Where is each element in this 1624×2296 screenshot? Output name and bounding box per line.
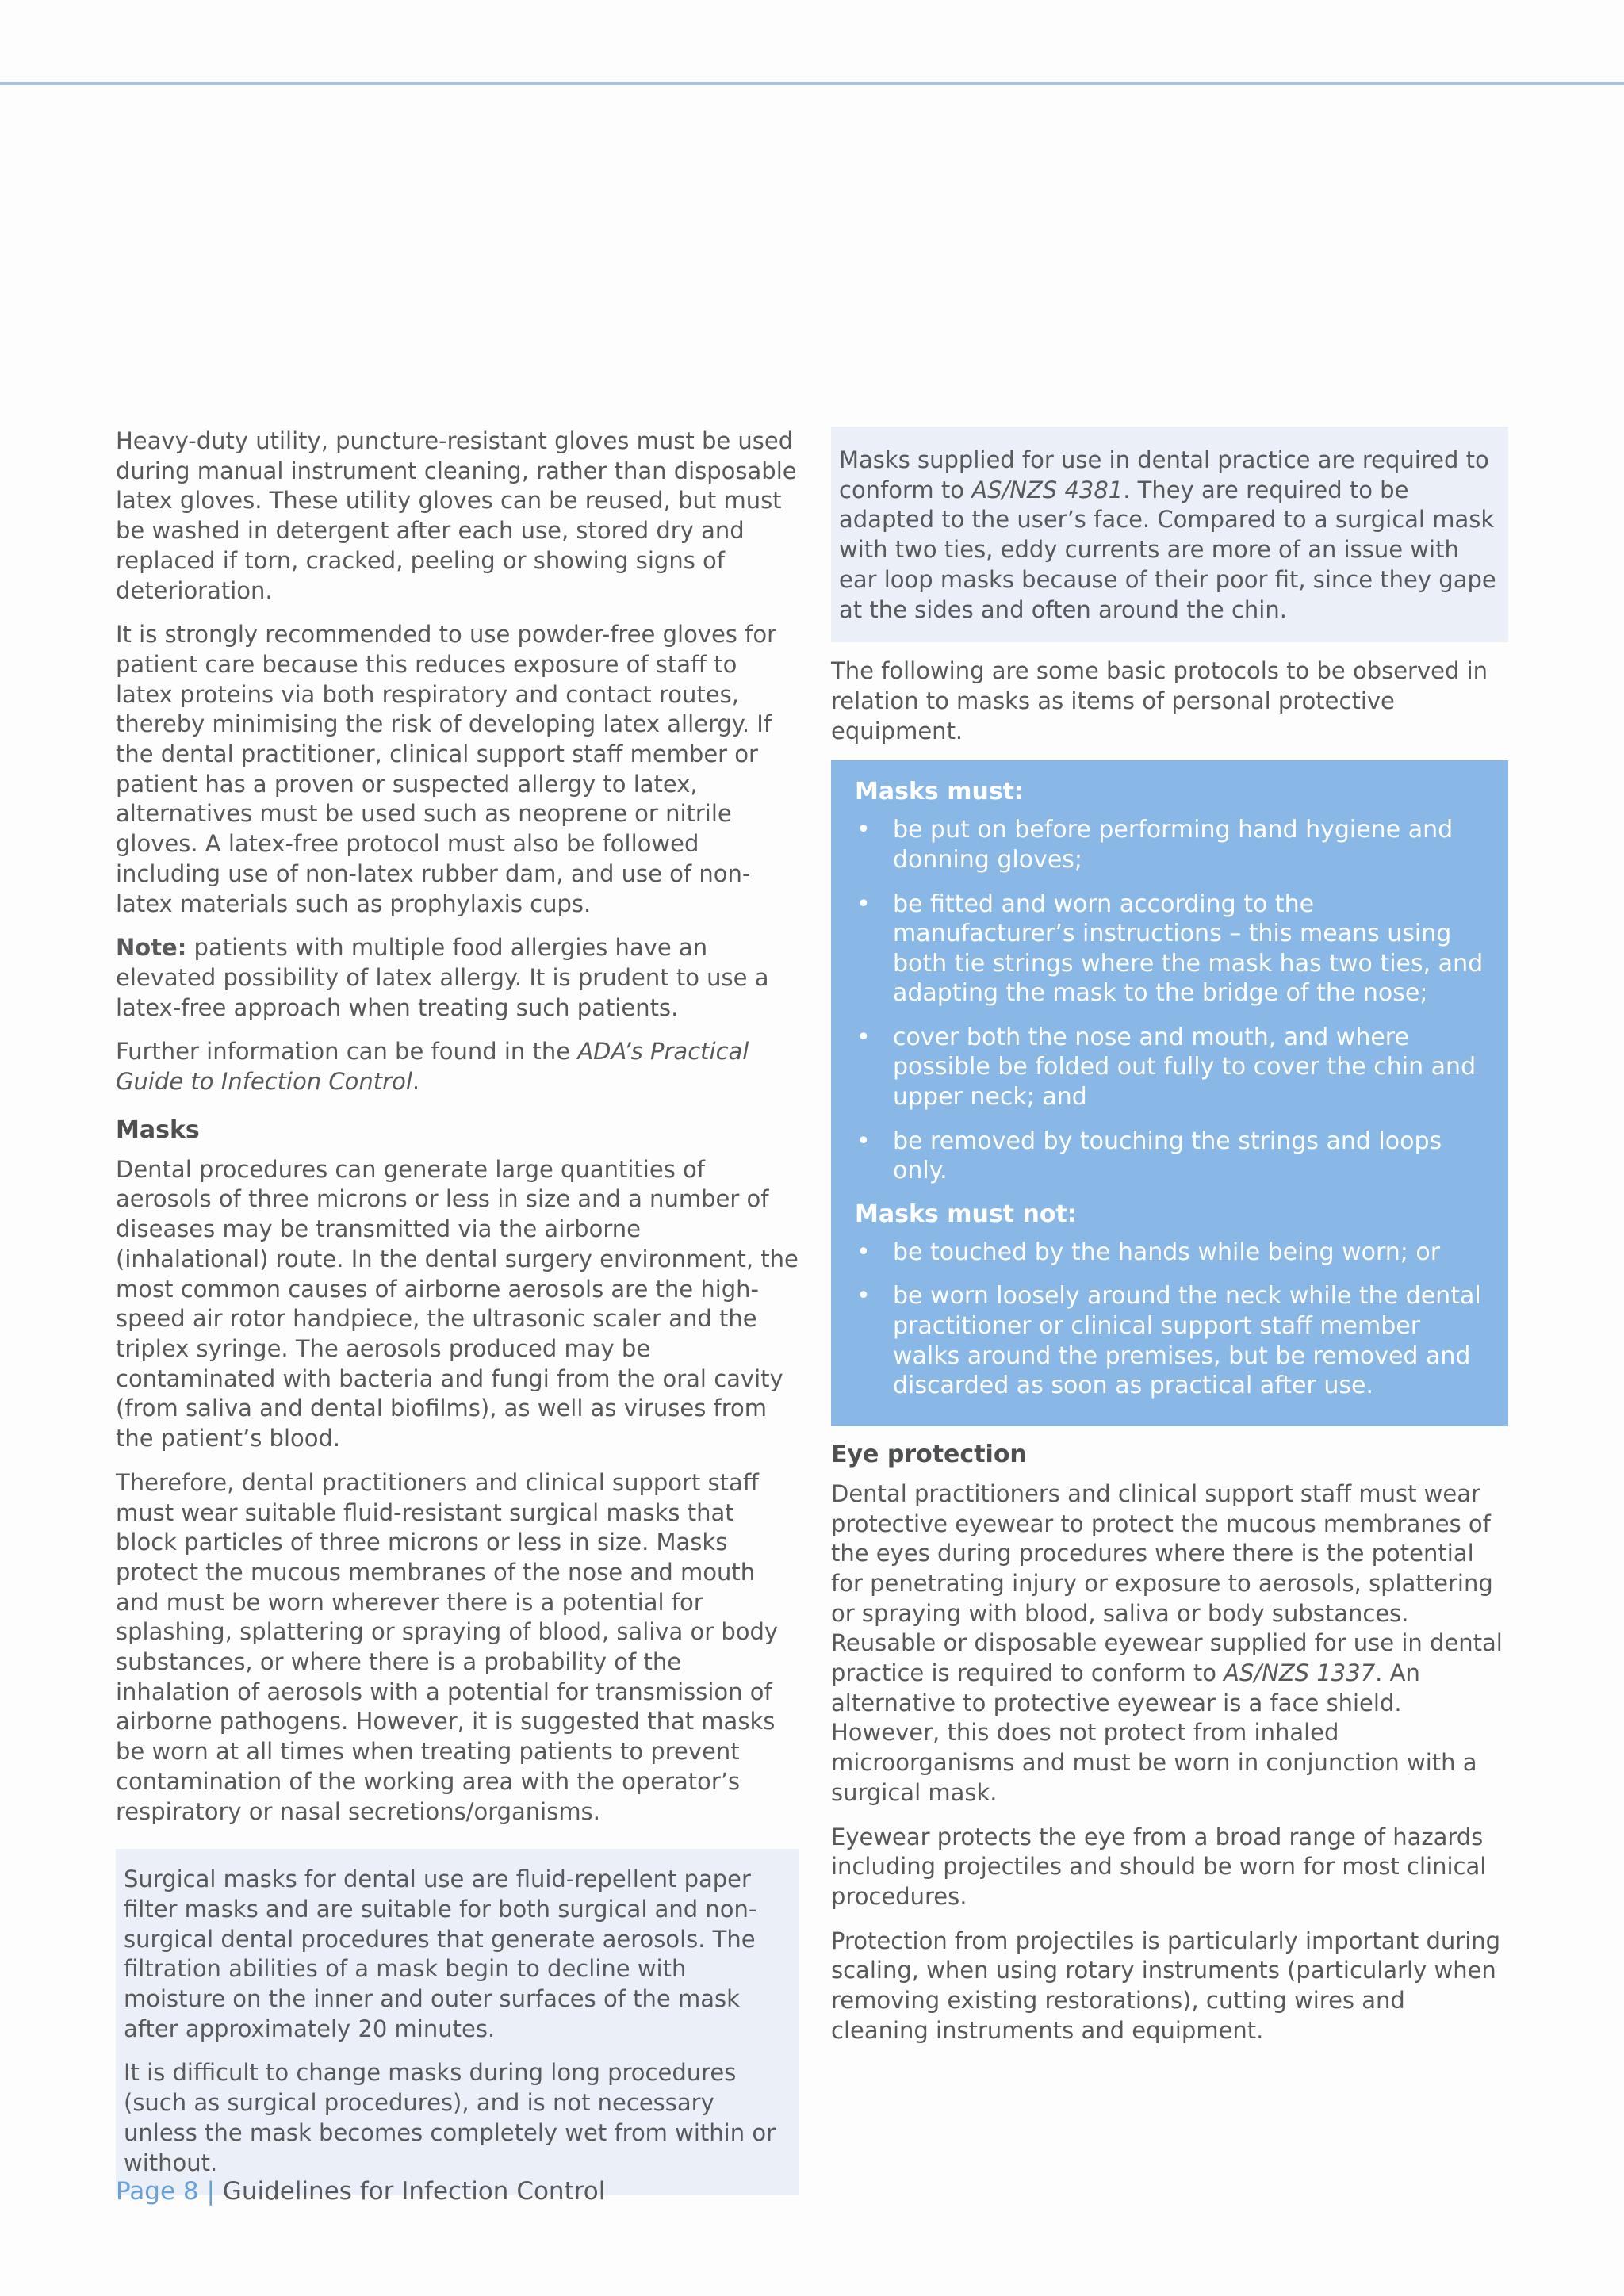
eyewear-standard-code: AS/NZS 1337	[1224, 1659, 1376, 1687]
list-item-text: be worn loosely around the neck while the dental practitioner or clinical support staff member walks around the premises, but be removed and discarded as soon as practical after use.	[893, 1282, 1481, 1400]
bullet-icon: •	[856, 1238, 871, 1266]
surgical-masks-box-paragraph-1: Surgical masks for dental use are fluid-repellent paper filter masks and are suitable for both surgical and non-surgical dental procedures that generate aerosols. The filtration abilities of a mask begin to decline with moisture on the inner and outer surfaces of the mask after approximately 20 minutes.	[124, 1866, 757, 2042]
list-item	[855, 815, 1484, 874]
paragraph-mask-requirement: Therefore, dental practitioners and clinical support staff must wear suitable fluid-resistant surgical masks that block particles of three microns or less in size. Masks protect the mucous membranes of the nose and mouth and must be worn wherever there is a potential for splashing, splattering or spraying of blood, saliva or body substances, or where there is a probability of the inhalation of aerosols with a potential for transmission of airborne pathogens. However, it is suggested that masks be worn at all times when treating patients to prevent contamination of the working area with the operator’s respiratory or nasal secretions/organisms.	[116, 1468, 779, 1825]
mask-standard-suffix: . They are required to be adapted to the user’s face. Compared to a surgical mask with two ties, eddy currents are more of an issue with ear loop masks because of their poor fit, since they gape at the sides and often around the chin.	[839, 476, 1496, 623]
note-label: Note:	[116, 934, 187, 962]
list-item	[855, 1281, 1484, 1400]
right-column	[831, 427, 1508, 2060]
surgical-masks-box-paragraph-2: It is difficult to change masks during long procedures (such as surgical procedures), and is not necessary unless the mask becomes completely wet from within or without.	[124, 2059, 776, 2176]
bullet-icon: •	[856, 1282, 871, 1311]
paragraph-aerosols: Dental procedures can generate large quantities of aerosols of three microns or less in size and a number of diseases may be transmitted via the airborne (inhalational) route. In the dental surgery environment, the most common causes of airborne aerosols are the high-speed air rotor handpiece, the ultrasonic scaler and the triplex syringe. The aerosols produced may be contaminated with bacteria and fungi from the oral cavity (from saliva and dental biofilms), as well as viruses from the patient’s blood.	[116, 1155, 799, 1452]
bullet-icon: •	[856, 890, 871, 918]
paragraph-further-info	[116, 1037, 799, 1096]
list-item	[855, 890, 1484, 1008]
bullet-icon: •	[856, 1127, 871, 1155]
paragraph-powder-free-gloves: It is strongly recommended to use powder-free gloves for patient care because this reduces exposure of staff to latex proteins via both respiratory and contact routes, thereby minimising the risk of developing latex allergy. If the dental practitioner, clinical support staff member or patient has a proven or suspected allergy to latex, alternatives must be used such as neoprene or nitrile gloves. A latex-free protocol must also be followed including use of non-latex rubber dam, and use of non-latex materials such as prophylaxis cups.	[116, 621, 777, 917]
further-info-prefix: Further information can be found in the	[116, 1038, 578, 1066]
document-title: Guidelines for Infection Control	[222, 2177, 606, 2206]
list-item	[855, 1023, 1484, 1112]
list-item-text: be fitted and worn according to the manufacturer’s instructions – this means using both tie strings where the mask has two ties, and adapting the mask to the bridge of the nose;	[893, 890, 1484, 1008]
mask-standard-code: AS/NZS 4381	[971, 476, 1124, 503]
surgical-masks-box	[116, 1849, 799, 2195]
list-item	[855, 1127, 1484, 1186]
mask-standard-paragraph	[839, 446, 1500, 625]
mask-standard-prefix: Masks supplied for use in dental practice are required to conform to	[839, 446, 1489, 503]
paragraph-eyewear-requirement	[831, 1479, 1508, 1808]
eyewear-prefix: Dental practitioners and clinical support staff must wear protective eyewear to protect the mucous membranes of the eyes during procedures where there is the potential for penetrating injury or exposure to aerosols, splattering or spraying with blood, saliva or body substances. Reusable or disposable eyewear supplied for use in dental practice is required to conform to	[831, 1479, 1503, 1687]
further-info-reference: ADA’s Practical Guide to Infection Control	[116, 1038, 749, 1096]
page-footer	[116, 2177, 605, 2206]
header-rule	[0, 82, 1624, 85]
masks-must-heading: Masks must:	[855, 778, 1025, 806]
bullet-icon: •	[856, 816, 871, 844]
masks-must-not-list	[855, 1238, 1484, 1401]
paragraph-note	[116, 933, 799, 1023]
paragraph-projectiles: Protection from projectiles is particularly important during scaling, when using rotary instruments (particularly when removing existing restorations), cutting wires and cleaning instruments and equipment.	[831, 1927, 1501, 2044]
list-item-text: cover both the nose and mouth, and where possible be folded out fully to cover the chin and upper neck; and	[893, 1023, 1477, 1112]
masks-must-not-heading: Masks must not:	[855, 1200, 1077, 1228]
eyewear-suffix: . An alternative to protective eyewear is a face shield. However, this does not protect from inhaled microorganisms and must be worn in conjunction with a surgical mask.	[831, 1659, 1477, 1806]
list-item	[855, 1238, 1484, 1268]
paragraph-protocols: The following are some basic protocols to be observed in relation to masks as items of personal protective equipment.	[831, 657, 1488, 744]
mask-standard-box	[831, 427, 1508, 642]
footer-separator: |	[206, 2177, 215, 2206]
paragraph-eyewear-hazards: Eyewear protects the eye from a broad range of hazards including projectiles and should be worn for most clinical procedures.	[831, 1823, 1487, 1910]
masks-must-list	[855, 815, 1484, 1186]
page-number: Page 8	[116, 2177, 199, 2206]
further-info-suffix: .	[412, 1068, 420, 1096]
left-column	[116, 427, 799, 2195]
masks-heading: Masks	[116, 1115, 200, 1144]
paragraph-utility-gloves: Heavy-duty utility, puncture-resistant gloves must be used during manual instrument cleaning, rather than disposable latex gloves. These utility gloves can be reused, but must be washed in detergent after each use, stored dry and replaced if torn, cracked, peeling or showing signs of deterioration.	[116, 427, 797, 604]
list-item-text: be put on before performing hand hygiene and donning gloves;	[893, 816, 1454, 874]
bullet-icon: •	[856, 1023, 871, 1051]
eye-protection-heading: Eye protection	[831, 1440, 1027, 1468]
note-text: patients with multiple food allergies have an elevated possibility of latex allergy. It is prudent to use a latex-free approach when treating such patients.	[116, 934, 769, 1021]
list-item-text: be touched by the hands while being worn; or	[893, 1238, 1441, 1266]
mask-protocols-box	[831, 760, 1508, 1426]
list-item-text: be removed by touching the strings and loops only.	[893, 1127, 1442, 1185]
